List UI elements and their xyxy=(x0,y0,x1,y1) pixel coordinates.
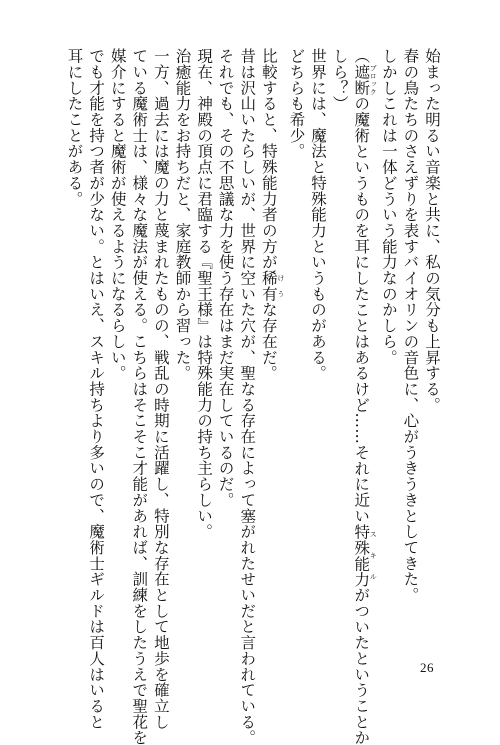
text-line-8 xyxy=(257,48,285,648)
text-line-13: 一方、過去には魔の力と蔑まれたものの、戦乱の時期に活躍し、特別な存在として地歩を確立し xyxy=(151,48,170,730)
ruby-tokushu xyxy=(352,523,378,587)
ruby-shadan-base: 遮断 xyxy=(352,63,371,96)
ruby-tokushu-reading: スキル xyxy=(369,523,378,587)
text-line-3: しかしこれは一体どういう能力なのかしら。 xyxy=(379,48,398,365)
text-line-4-end: がついたということか xyxy=(352,586,371,745)
ruby-tokushu-base: 特殊能力 xyxy=(352,523,371,587)
text-line-8-end: な存在だ。 xyxy=(259,301,278,381)
text-line-8-start: 比較すると、特殊能力者の方が xyxy=(259,48,278,270)
ruby-shadan-reading: ブロック xyxy=(369,63,378,96)
open-paren: （ xyxy=(352,48,371,64)
text-line-17: 耳にしたことがある。 xyxy=(65,48,84,207)
text-line-5: しら？） xyxy=(330,48,349,112)
text-line-2: 春の鳥たちのさえずりを表すバイオリンの音色に、心がうきうきとしてきた。 xyxy=(401,48,420,603)
text-line-7: どちらも希少。 xyxy=(287,48,306,159)
page-number: 26 xyxy=(420,660,434,675)
text-line-15: 媒介にすると魔術が使えるようになるらしい。 xyxy=(108,48,127,381)
text-line-14: ている魔術士は、様々な魔法が使える。こちらはそこそこ才能があれば、訓練をしたうえで聖花を xyxy=(130,48,149,745)
ruby-keu-base: 稀有 xyxy=(259,269,278,302)
text-line-4-middle: の魔術というものを耳にしたことはあるけど……それに近い xyxy=(352,95,371,524)
text-line-11: 現在、神殿の頂点に君臨する『聖王様』は特殊能力の持ち主らしい。 xyxy=(195,48,214,540)
text-line-10: それでも、その不思議な力を使う存在はまだ実在しているのだ。 xyxy=(216,48,235,508)
text-line-4 xyxy=(350,48,378,745)
text-line-6: 世界には、魔法と特殊能力というものがある。 xyxy=(309,48,328,381)
ruby-shadan xyxy=(352,63,378,96)
text-line-9: 昔は沢山いたらしいが、世界に空いた穴が、聖なる存在によって塞がれたせいだと言われている。 xyxy=(238,48,257,745)
text-line-1: 始まった明るい音楽と共に、私の気分も上昇する。 xyxy=(423,48,441,413)
text-line-12: 治癒能力をお持ちだと、家庭教師から習った。 xyxy=(173,48,192,381)
ruby-keu-reading: けう xyxy=(276,269,285,302)
ruby-keu xyxy=(259,269,285,302)
text-line-16: でも才能を持つ者が少ない。とはいえ、スキル持ちより多いので、魔術士ギルドは百人はいると xyxy=(87,48,106,730)
